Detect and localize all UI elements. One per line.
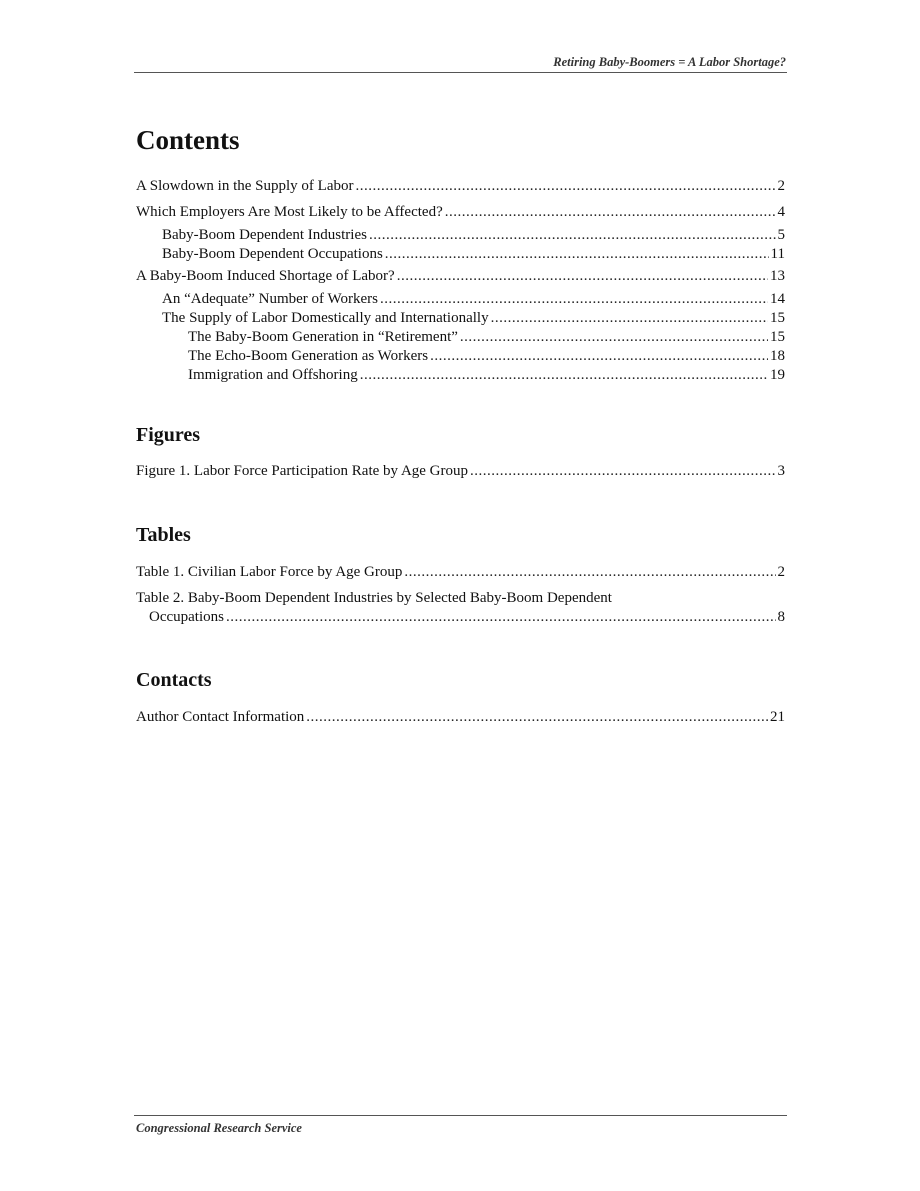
toc-entry-label: The Supply of Labor Domestically and Internationally — [162, 310, 489, 326]
figures-heading: Figures — [136, 424, 201, 446]
toc-entry[interactable] — [136, 462, 785, 481]
toc-entry-page: 19 — [770, 367, 785, 383]
toc-entry-label: Immigration and Offshoring — [188, 367, 358, 383]
toc-entry[interactable] — [162, 245, 785, 264]
dot-leader — [397, 267, 768, 286]
dot-leader — [445, 203, 776, 222]
toc-entry-page: 4 — [777, 204, 785, 220]
toc-entry-page: 13 — [770, 268, 785, 284]
toc-entry-page: 15 — [770, 310, 785, 326]
toc-entry[interactable] — [149, 608, 785, 627]
toc-entry-page: 21 — [770, 709, 785, 725]
toc-entry-label: Author Contact Information — [136, 709, 305, 725]
contacts-heading: Contacts — [136, 669, 212, 691]
toc-entry-page: 2 — [777, 564, 785, 580]
toc-entry[interactable] — [188, 328, 785, 347]
toc-entry-label: A Baby-Boom Induced Shortage of Labor? — [136, 268, 395, 284]
toc-entry[interactable] — [136, 177, 785, 196]
toc-entry-label: Which Employers Are Most Likely to be Affected? — [136, 204, 443, 220]
toc-entry[interactable] — [162, 290, 785, 309]
toc-entry-label: The Echo-Boom Generation as Workers — [188, 348, 429, 364]
running-footer: Congressional Research Service — [136, 1121, 302, 1135]
toc-entry[interactable] — [162, 309, 785, 328]
toc-entry-label: An “Adequate” Number of Workers — [162, 291, 378, 307]
toc-entry-label: Baby-Boom Dependent Occupations — [162, 246, 383, 262]
toc-entry-label: Baby-Boom Dependent Industries — [162, 227, 367, 243]
toc-entry[interactable] — [136, 267, 785, 286]
dot-leader — [470, 462, 775, 481]
toc-entry[interactable] — [188, 366, 785, 385]
dot-leader — [356, 177, 776, 196]
toc-entry-label: Figure 1. Labor Force Participation Rate by Age Group — [136, 463, 469, 479]
toc-entry-label-line1[interactable]: Table 2. Baby-Boom Dependent Industries by Selected Baby-Boom Dependent — [136, 590, 612, 606]
toc-entry-page: 15 — [770, 329, 785, 345]
dot-leader — [306, 708, 768, 727]
header-rule — [134, 72, 787, 73]
dot-leader — [430, 347, 768, 366]
running-header: Retiring Baby-Boomers = A Labor Shortage? — [553, 55, 786, 69]
tables-heading: Tables — [136, 524, 191, 546]
toc-entry-page: 2 — [777, 178, 785, 194]
toc-entry-page: 14 — [770, 291, 785, 307]
dot-leader — [360, 366, 768, 385]
dot-leader — [226, 608, 776, 627]
dot-leader — [404, 563, 775, 582]
footer-rule — [134, 1115, 787, 1116]
toc-entry-page: 8 — [777, 609, 785, 625]
toc-entry-page: 5 — [777, 227, 785, 243]
dot-leader — [380, 290, 768, 309]
toc-entry[interactable] — [188, 347, 785, 366]
toc-entry-label: Table 1. Civilian Labor Force by Age Group — [136, 564, 403, 580]
toc-entry[interactable] — [136, 708, 785, 727]
toc-entry[interactable] — [136, 203, 785, 222]
toc-entry-page: 18 — [770, 348, 785, 364]
toc-entry[interactable] — [162, 226, 785, 245]
dot-leader — [491, 309, 768, 328]
toc-entry-page: 11 — [770, 246, 785, 262]
dot-leader — [369, 226, 776, 245]
dot-leader — [385, 245, 769, 264]
toc-entry-page: 3 — [777, 463, 785, 479]
toc-entry-label: Occupations — [149, 609, 224, 625]
toc-entry-label: A Slowdown in the Supply of Labor — [136, 178, 354, 194]
dot-leader — [460, 328, 768, 347]
contents-heading: Contents — [136, 125, 240, 155]
toc-entry-label: The Baby-Boom Generation in “Retirement” — [188, 329, 458, 345]
toc-entry[interactable] — [136, 563, 785, 582]
